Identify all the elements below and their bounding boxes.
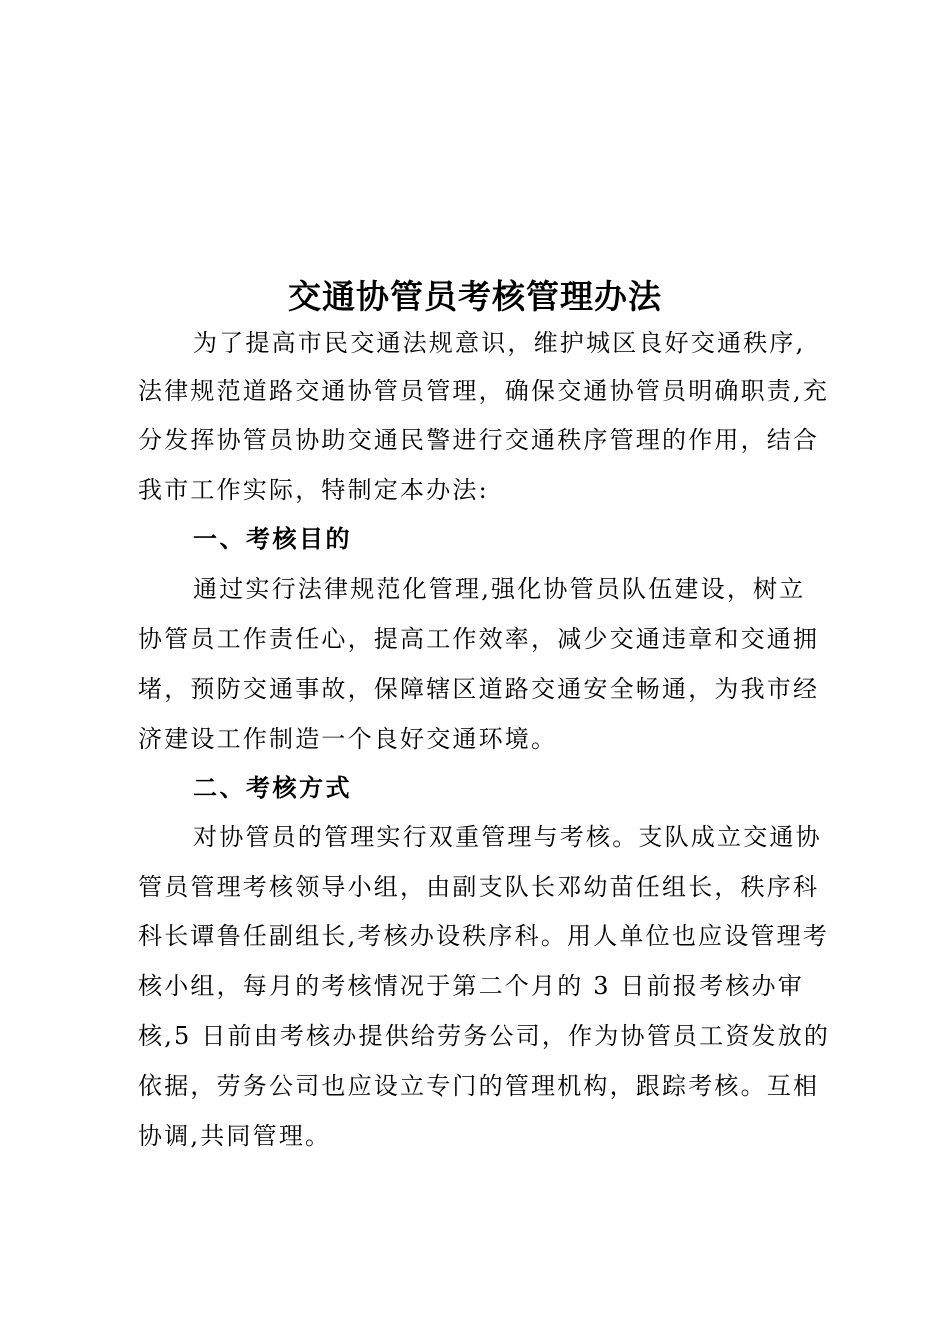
document-title: 交通协管员考核管理办法 xyxy=(288,277,662,316)
paragraph-line: 济建设工作制造一个良好交通环境。 xyxy=(138,725,558,753)
section-heading-method: 二、考核方式 xyxy=(193,773,352,802)
paragraph-line: 协调,共同管理。 xyxy=(138,1122,332,1150)
intro-line: 为了提高市民交通法规意识，维护城区良好交通秩序, xyxy=(193,329,806,357)
paragraph-line: 管员管理考核领导小组，由副支队长邓幼苗任组长，秩序科 xyxy=(138,873,820,901)
paragraph-line: 对协管员的管理实行双重管理与考核。支队成立交通协 xyxy=(193,823,822,851)
intro-line: 法律规范道路交通协管员管理，确保交通协管员明确职责,充 xyxy=(138,377,830,405)
paragraph-line: 核小组，每月的考核情况于第二个月的 3 日前报考核办审 xyxy=(138,972,804,1000)
section-heading-purpose: 一、考核目的 xyxy=(193,524,352,553)
intro-line: 我市工作实际，特制定本办法: xyxy=(138,476,489,504)
paragraph-line: 核,5 日前由考核办提供给劳务公司，作为协管员工资发放的 xyxy=(138,1022,831,1050)
intro-line: 分发挥协管员协助交通民警进行交通秩序管理的作用，结合 xyxy=(138,426,820,454)
paragraph-line: 协管员工作责任心，提高工作效率，减少交通违章和交通拥 xyxy=(138,625,820,653)
paragraph-line: 通过实行法律规范化管理,强化协管员队伍建设，树立 xyxy=(193,575,806,603)
paragraph-line: 堵，预防交通事故，保障辖区道路交通安全畅通，为我市经 xyxy=(138,675,820,703)
paragraph-line: 依据，劳务公司也应设立专门的管理机构，跟踪考核。互相 xyxy=(138,1072,820,1100)
paragraph-line: 科长谭鲁任副组长,考核办设秩序科。用人单位也应设管理考 xyxy=(138,922,830,950)
